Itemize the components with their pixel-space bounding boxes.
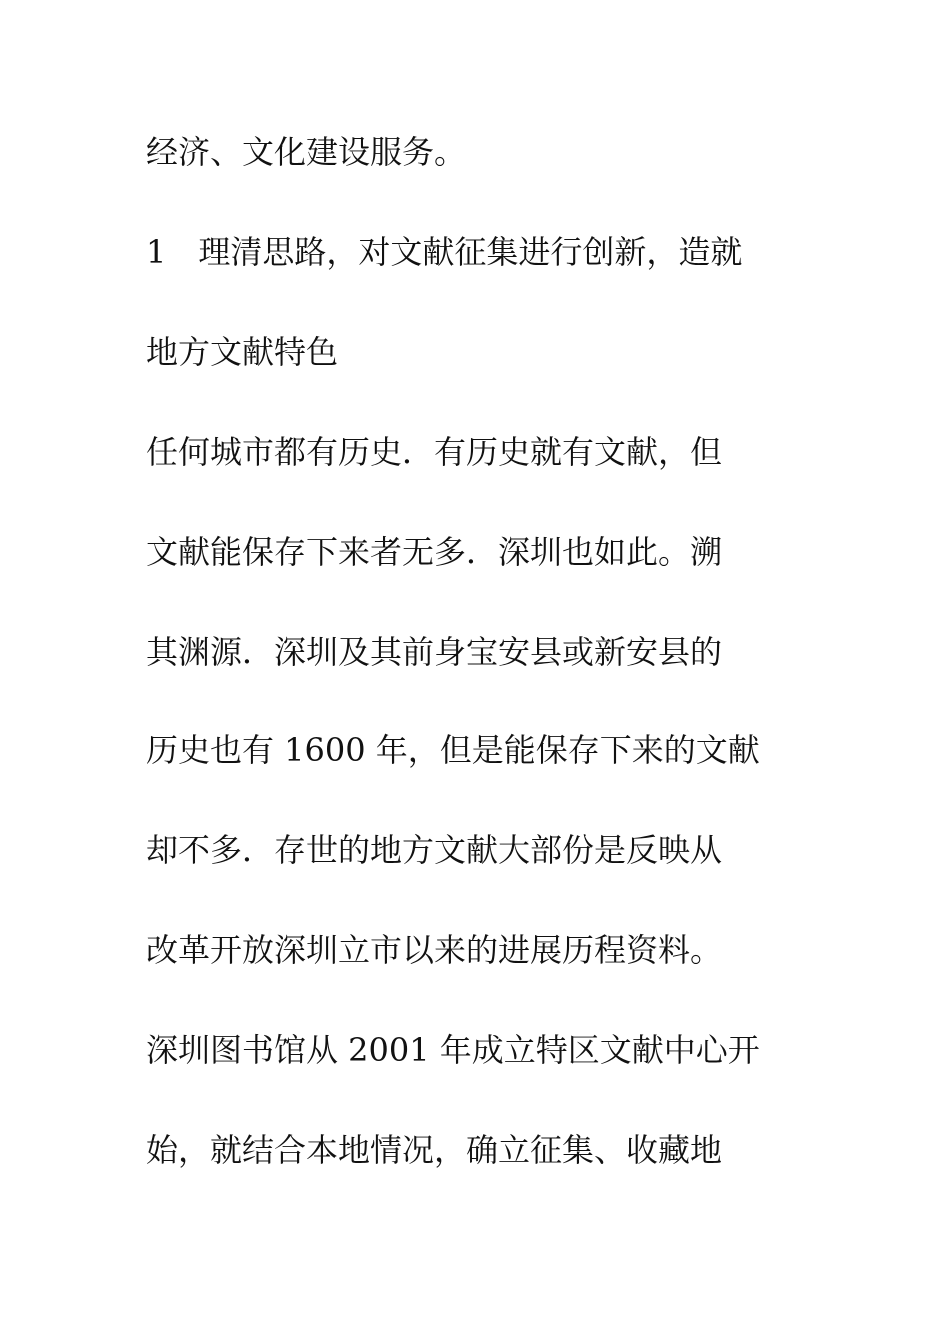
section-heading-line: 地方文献特色 [146, 333, 339, 371]
paragraph-line: 却不多．存世的地方文献大部份是反映从 [146, 831, 723, 869]
paragraph-line: 经济、文化建设服务。 [146, 133, 467, 171]
section-heading-line: 1 理清思路，对文献征集进行创新，造就 [146, 233, 743, 271]
paragraph-line: 文献能保存下来者无多．深圳也如此。溯 [146, 533, 723, 571]
paragraph-line: 其渊源．深圳及其前身宝安县或新安县的 [146, 633, 723, 671]
paragraph-line: 始，就结合本地情况，确立征集、收藏地 [146, 1131, 723, 1169]
paragraph-line: 任何城市都有历史．有历史就有文献，但 [146, 433, 723, 471]
paragraph-line: 历史也有 1600 年，但是能保存下来的文献 [146, 731, 760, 769]
paragraph-line: 改革开放深圳立市以来的进展历程资料。 [146, 931, 723, 969]
paragraph-line: 深圳图书馆从 2001 年成立特区文献中心开 [146, 1031, 760, 1069]
